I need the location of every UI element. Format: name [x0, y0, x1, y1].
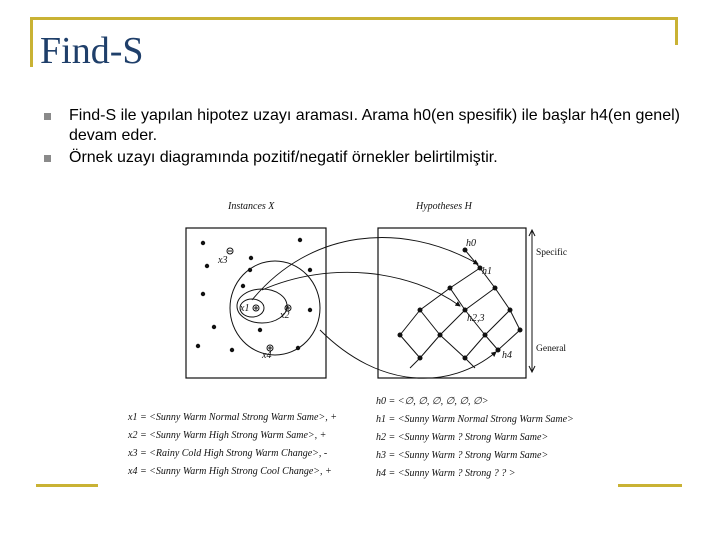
example-list	[127, 412, 337, 477]
find-s-diagram	[120, 190, 600, 490]
example-x2: x2 = <Sunny Warm High Strong Warm Same>, +	[128, 430, 327, 441]
hypothesis-h0: h0 = <∅, ∅, ∅, ∅, ∅, ∅>	[376, 396, 489, 407]
hypothesis-list	[376, 396, 574, 479]
hypothesis-h2: h2 = <Sunny Warm ? Strong Warm Same>	[376, 432, 549, 443]
instance-points	[196, 238, 312, 352]
frame-top-border	[30, 17, 678, 20]
bullet-text: Örnek uzayı diagramında pozitif/negatif örnekler belirtilmiştir.	[69, 149, 498, 166]
slide-title: Find-S	[40, 30, 144, 72]
bullet-list	[42, 106, 682, 170]
example-x3: x3 = <Rainy Cold High Strong Warm Change>, -	[128, 448, 328, 459]
bullet-square-icon	[44, 155, 51, 162]
bullet-text: Find-S ile yapılan hipotez uzayı araması. Arama h0(en spesifik) ile başlar h4(en genel) devam eder.	[69, 107, 680, 144]
frame-right-border	[675, 17, 678, 45]
h23-label: h2,3	[467, 313, 485, 324]
instances-box	[186, 228, 326, 378]
instances-title: Instances X	[228, 201, 275, 212]
bullet-item	[42, 106, 682, 146]
x3-label: x3	[218, 255, 228, 266]
example-x4: x4 = <Sunny Warm High Strong Cool Change>, +	[128, 466, 332, 477]
hypotheses-title: Hypotheses H	[416, 201, 472, 212]
general-label: General	[536, 344, 567, 354]
h4-label: h4	[502, 350, 512, 361]
x1-label: x1	[240, 303, 250, 314]
hypothesis-h1: h1 = <Sunny Warm Normal Strong Warm Same>	[376, 414, 574, 425]
x4-label: x4	[262, 350, 272, 361]
h0-label: h0	[466, 238, 476, 249]
frame-left-border	[30, 17, 33, 67]
bottom-right-rule	[618, 484, 682, 487]
bottom-left-rule	[36, 484, 98, 487]
hypothesis-h4: h4 = <Sunny Warm ? Strong ? ? >	[376, 468, 516, 479]
bullet-square-icon	[44, 113, 51, 120]
x2-label: x2	[280, 310, 290, 321]
h1-label: h1	[482, 266, 492, 277]
bullet-item	[42, 148, 682, 168]
lattice-nodes	[398, 248, 523, 361]
example-x1: x1 = <Sunny Warm Normal Strong Warm Same>, +	[128, 412, 337, 423]
specific-label: Specific	[536, 248, 568, 258]
hypothesis-h3: h3 = <Sunny Warm ? Strong Warm Same>	[376, 450, 549, 461]
